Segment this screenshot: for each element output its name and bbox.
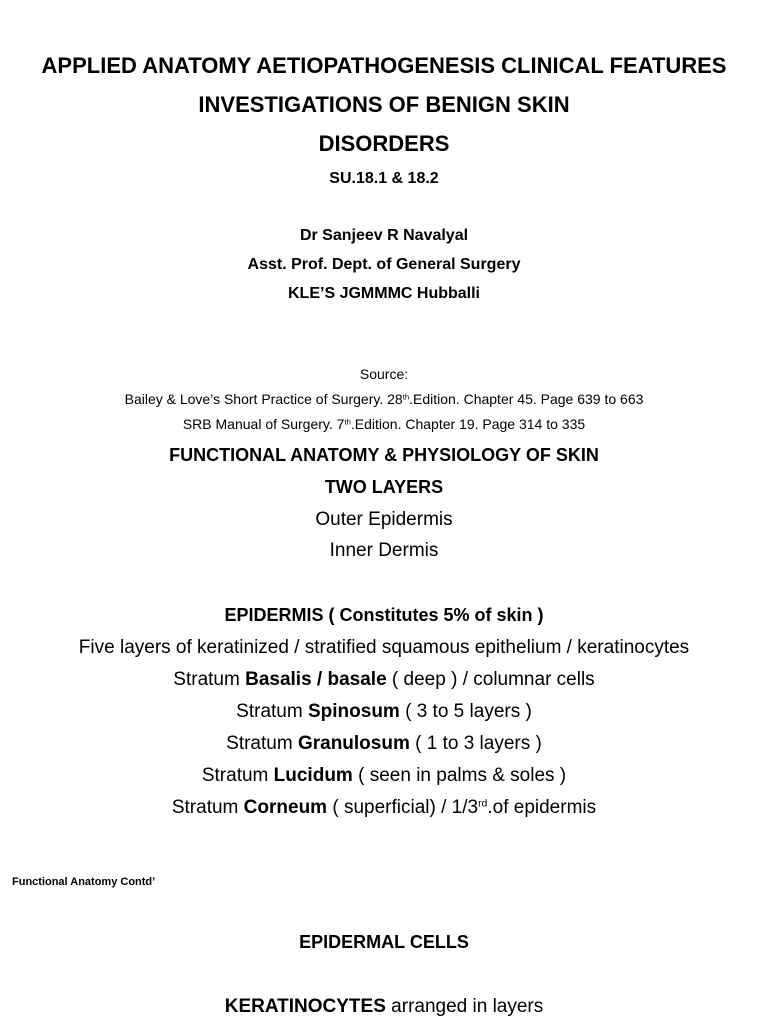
epidermis-intro: Five layers of keratinized / stratified squamous epithelium / keratinocytes [78, 637, 690, 658]
ref2-text-end: .Edition. Chapter 19. Page 314 to 335 [350, 416, 586, 432]
stratum-prefix: Stratum [201, 765, 274, 786]
title-line-3: DISORDERS [318, 131, 450, 156]
stratum-desc: ( 3 to 5 layers ) [399, 701, 532, 722]
source-reference-2 [0, 416, 768, 432]
stratum-lucidum [0, 765, 768, 787]
stratum-prefix: Stratum [236, 701, 308, 722]
stratum-spinosum [0, 701, 768, 723]
epidermis-heading: EPIDERMIS ( Constitutes 5% of skin ) [224, 605, 544, 625]
stratum-name: Granulosum [297, 733, 410, 754]
stratum-desc: ( superficial) / 1/3 [327, 797, 479, 818]
keratinocytes-line [0, 996, 768, 1018]
keratinocytes-desc: arranged in layers [385, 996, 544, 1017]
stratum-prefix: Stratum [173, 669, 246, 690]
layer-outer: Outer Epidermis [315, 509, 453, 530]
source-reference-1 [0, 391, 768, 407]
author-name: Dr Sanjeev R Navalyal [299, 227, 469, 244]
source-label: Source: [359, 366, 409, 382]
anatomy-subheading: TWO LAYERS [324, 477, 444, 497]
stratum-name: Spinosum [307, 701, 400, 722]
stratum-name: Corneum [243, 797, 328, 818]
title-line-1: APPLIED ANATOMY AETIOPATHOGENESIS CLINICAL FEATURES [41, 53, 727, 78]
stratum-granulosum [0, 733, 768, 755]
ref2-superscript: th [344, 417, 351, 427]
stratum-name: Basalis / basale [245, 669, 387, 690]
ref1-text: Bailey & Love’s Short Practice of Surgery. 28 [124, 391, 403, 407]
stratum-desc-end: .of epidermis [487, 797, 597, 818]
anatomy-heading: FUNCTIONAL ANATOMY & PHYSIOLOGY OF SKIN [169, 445, 599, 465]
stratum-basale [0, 669, 768, 691]
ref2-text: SRB Manual of Surgery. 7 [182, 416, 345, 432]
stratum-desc: ( seen in palms & soles ) [352, 765, 567, 786]
title-line-2: INVESTIGATIONS OF BENIGN SKIN [198, 92, 570, 117]
layer-inner: Inner Dermis [329, 540, 439, 561]
author-designation: Asst. Prof. Dept. of General Surgery [247, 256, 521, 273]
keratinocytes-term: KERATINOCYTES [224, 996, 386, 1017]
stratum-corneum [0, 797, 768, 819]
author-institution: KLE’S JGMMMC Hubballi [288, 285, 480, 302]
cells-heading: EPIDERMAL CELLS [299, 932, 469, 952]
course-code: SU.18.1 & 18.2 [329, 170, 439, 187]
stratum-desc: ( deep ) / columnar cells [386, 669, 595, 690]
ref1-superscript: th [402, 392, 410, 402]
stratum-prefix: Stratum [226, 733, 298, 754]
stratum-prefix: Stratum [171, 797, 244, 818]
ref1-text-end: .Edition. Chapter 45. Page 639 to 663 [409, 391, 644, 407]
stratum-desc: ( 1 to 3 layers ) [409, 733, 542, 754]
continued-note: Functional Anatomy Contd’ [12, 876, 156, 888]
stratum-name: Lucidum [273, 765, 353, 786]
stratum-superscript: rd [478, 798, 488, 810]
